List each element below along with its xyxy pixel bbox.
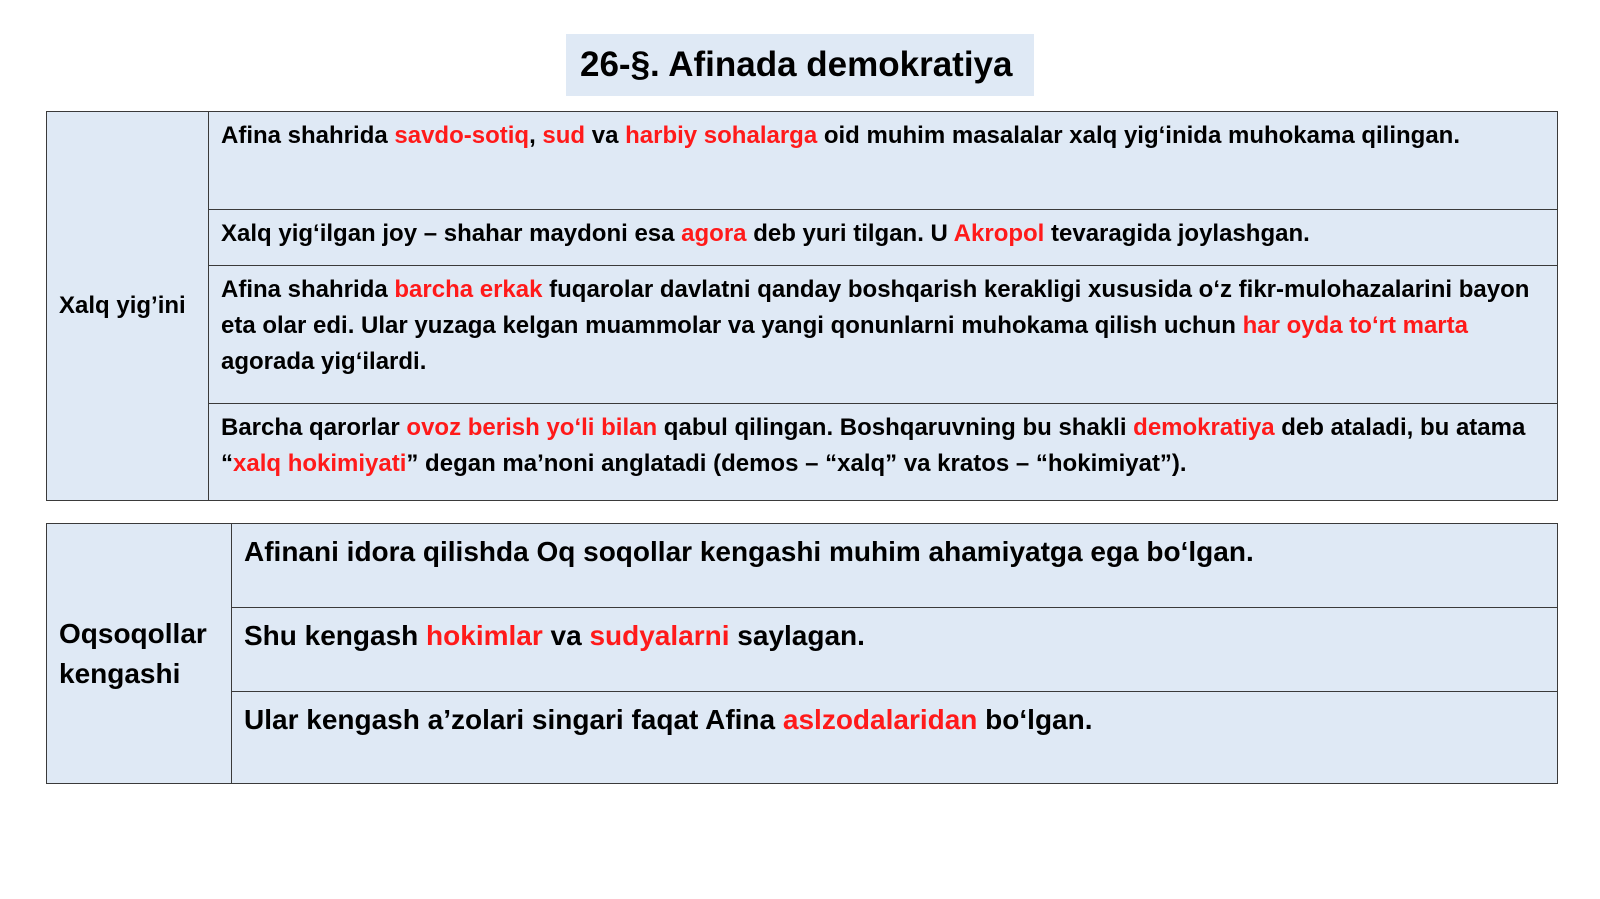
table-row [209, 404, 1558, 501]
cell-text: , [529, 122, 543, 149]
cell-text: va [542, 620, 590, 651]
cell-text: bo‘lgan. [977, 704, 1093, 735]
section-label-oqsoqollar-kengashi: Oqsoqollar kengashi [47, 524, 232, 784]
highlighted-term: hokimlar [426, 620, 543, 651]
cell-text: Afina shahrida [221, 122, 395, 149]
cell-text: oid muhim masalalar xalq yig‘inida muhokama qilingan. [817, 122, 1461, 149]
cell-text: fuqarolar davlatni qanday boshqarish kerakligi xususida o‘z fikr-mulohazalarini bayon eta olar edi. Ular yuzaga kelgan muammolar va yangi qonunlarni muhokama qilish uchun [221, 276, 1530, 339]
table-row [209, 266, 1558, 404]
highlighted-term: ovoz berish yo‘li bilan [406, 414, 658, 441]
highlighted-term: har oyda to‘rt marta [1242, 312, 1468, 339]
cell-text: Barcha qarorlar [221, 414, 407, 441]
highlighted-term: savdo-sotiq [394, 122, 530, 149]
cell-text: qabul qilingan. Boshqaruvning bu shakli [657, 414, 1134, 441]
cell-text: saylagan. [729, 620, 865, 651]
cell-text: va [585, 122, 626, 149]
section-label-xalq-yigini: Xalq yig’ini [47, 112, 209, 501]
cell-text: Shu kengash [244, 620, 427, 651]
highlighted-term: xalq hokimiyati [233, 450, 407, 477]
cell-text: agorada yig‘ilardi. [221, 348, 427, 375]
cell-text: deb yuri tilgan. U [746, 220, 954, 247]
highlighted-term: barcha erkak [394, 276, 543, 303]
xalq-yigini-table [46, 111, 1558, 501]
highlighted-term: sudyalarni [589, 620, 730, 651]
highlighted-term: harbiy sohalarga [625, 122, 818, 149]
cell-text: ” degan ma’noni anglatadi (demos – “xalq” va kratos – “hokimiyat”). [406, 450, 1187, 477]
table-row [209, 112, 1558, 210]
cell-text: Xalq yig‘ilgan joy – shahar maydoni esa [221, 220, 682, 247]
page-title: 26-§. Afinada demokratiya [566, 34, 1034, 96]
table-row [209, 210, 1558, 266]
highlighted-term: Akropol [953, 220, 1045, 247]
table-row [232, 524, 1558, 608]
highlighted-term: sud [542, 122, 586, 149]
cell-text: Ular kengash a’zolari singari faqat Afina [244, 704, 783, 735]
highlighted-term: demokratiya [1133, 414, 1275, 441]
oqsoqollar-kengashi-table [46, 523, 1558, 784]
cell-text: Afina shahrida [221, 276, 395, 303]
highlighted-term: agora [681, 220, 747, 247]
cell-text: deb ataladi, bu atama “ [221, 414, 1526, 477]
cell-text: Afinani idora qilishda Oq soqollar kengashi muhim ahamiyatga ega bo‘lgan. [244, 536, 1254, 567]
table-row [232, 692, 1558, 784]
table-row [232, 608, 1558, 692]
highlighted-term: aslzodalaridan [782, 704, 978, 735]
cell-text: tevaragida joylashgan. [1044, 220, 1310, 247]
